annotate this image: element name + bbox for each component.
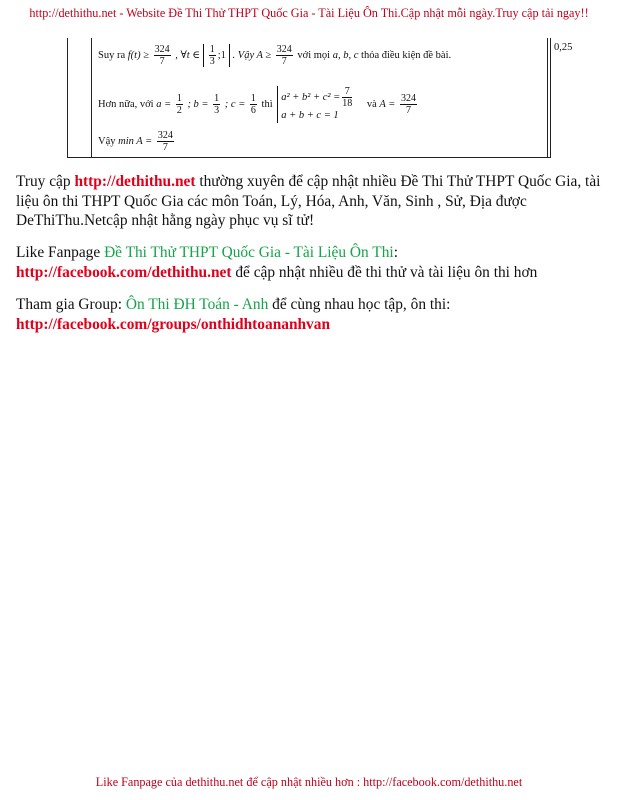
row2-a-lhs: a = bbox=[156, 98, 172, 110]
fraction-numerator: 1 bbox=[214, 93, 220, 104]
row1-conclude: . Vậy A ≥ bbox=[232, 49, 272, 61]
fraction-denominator: 2 bbox=[176, 105, 182, 116]
system-line-1-text: a² + b² + c² = bbox=[281, 91, 341, 103]
paragraph2-colon: : bbox=[393, 244, 398, 261]
row1-conclude-fraction bbox=[276, 44, 293, 67]
paragraph3-rest: để cùng nhau học tập, ôn thi: bbox=[272, 296, 451, 313]
row2-prefix: Hơn nữa, với bbox=[98, 98, 154, 110]
fraction-denominator: 6 bbox=[250, 105, 256, 116]
row1-vars: a, b, c bbox=[332, 49, 359, 61]
row2-b-lhs: ; b = bbox=[187, 98, 209, 110]
solution-content-column bbox=[91, 38, 588, 157]
fraction-denominator: 7 bbox=[281, 56, 287, 67]
facebook-fanpage-link[interactable]: http://facebook.com/dethithu.net bbox=[16, 263, 232, 281]
page-footer-banner: Like Fanpage của dethithu.net để cập nhật nhiều hơn : http://facebook.com/dethithu.net bbox=[95, 775, 523, 789]
row2-A-lhs: A = bbox=[379, 98, 396, 110]
row2-equation-system bbox=[277, 86, 354, 123]
system-line-1 bbox=[281, 86, 354, 109]
row1-forall: , ∀t ∈ bbox=[175, 49, 201, 61]
fraction-numerator: 7 bbox=[342, 86, 352, 98]
row1-prefix: Suy ra bbox=[98, 49, 126, 61]
row2-c-lhs: ; c = bbox=[224, 98, 246, 110]
solution-row-2 bbox=[98, 86, 419, 123]
paragraph2-prefix: Like Fanpage bbox=[16, 244, 101, 261]
solution-row-3 bbox=[98, 130, 176, 153]
solution-cell bbox=[92, 38, 522, 157]
fraction-numerator: 1 bbox=[250, 93, 256, 104]
paragraph-group bbox=[16, 295, 611, 334]
fraction-numerator: 1 bbox=[176, 93, 182, 104]
system-line-2: a + b + c = 1 bbox=[281, 110, 339, 121]
row3-prefix: Vậy bbox=[98, 135, 116, 147]
row2-c-fraction bbox=[250, 93, 257, 116]
solution-table bbox=[67, 38, 573, 158]
fraction-numerator: 324 bbox=[400, 93, 416, 104]
fanpage-name-link[interactable]: Đề Thi Thử THPT Quốc Gia - Tài Liệu Ôn Thi bbox=[104, 244, 394, 261]
system-fraction bbox=[342, 86, 352, 109]
fraction-denominator: 3 bbox=[214, 105, 220, 116]
fraction-numerator: 324 bbox=[154, 44, 170, 55]
row3-fraction bbox=[157, 130, 174, 153]
dethithu-link[interactable]: http://dethithu.net bbox=[74, 173, 196, 190]
fraction-denominator: 7 bbox=[159, 56, 165, 67]
paragraph3-prefix: Tham gia Group: bbox=[16, 296, 122, 313]
fraction-numerator: 324 bbox=[276, 44, 292, 55]
paragraph-access-site bbox=[16, 172, 611, 231]
paragraph1-rest: thường xuyên để cập nhật nhiều Đề Thi Thử THPT Quốc Gia, tài liệu ôn thi THPT Quốc Gia các môn Toán, Lý, Hóa, Anh, Văn, Sinh , Sử, Địa được DeThiThu.Netcập nhật hằng ngày phục vụ sĩ tử! bbox=[16, 173, 601, 229]
row2-A-fraction bbox=[400, 93, 417, 116]
interval-end: ;1 bbox=[217, 49, 226, 61]
fraction-denominator: 18 bbox=[342, 98, 353, 109]
row1-suffix: với mọi bbox=[297, 49, 331, 61]
row2-then: thì bbox=[261, 98, 273, 110]
row1-interval bbox=[203, 44, 230, 67]
score-column-divider bbox=[547, 38, 548, 157]
facebook-group-link[interactable]: http://facebook.com/groups/onthidhtoananhvan bbox=[16, 315, 331, 333]
fraction-numerator: 324 bbox=[157, 130, 173, 141]
solution-row-1 bbox=[98, 44, 451, 67]
page-header-banner: http://dethithu.net - Website Đề Thi Thử THPT Quốc Gia - Tài Liệu Ôn Thi.Cập nhật mỗi ngày.Truy cập tải ngay!! bbox=[29, 6, 589, 20]
paragraph1-prefix: Truy cập bbox=[16, 173, 71, 190]
row2-b-fraction bbox=[213, 93, 220, 116]
fraction-numerator: 1 bbox=[209, 44, 215, 55]
fraction-denominator: 7 bbox=[405, 105, 411, 116]
paragraph-fanpage bbox=[16, 243, 611, 282]
row3-min: min A = bbox=[118, 135, 153, 147]
row2-a-fraction bbox=[176, 93, 183, 116]
fraction-denominator: 3 bbox=[209, 56, 215, 67]
row2-and: và bbox=[366, 98, 377, 110]
paragraph2-rest: để cập nhật nhiều đề thi thử và tài liệu ôn thi hơn bbox=[235, 263, 538, 281]
fraction-denominator: 7 bbox=[162, 142, 168, 153]
row1-tail: thỏa điều kiện đề bài. bbox=[361, 49, 452, 61]
score-value: 0,25 bbox=[554, 42, 573, 53]
row1-fraction bbox=[154, 44, 171, 67]
interval-fraction bbox=[209, 44, 216, 67]
group-name-link[interactable]: Ôn Thi ĐH Toán - Anh bbox=[125, 296, 269, 313]
row1-function: f(t) ≥ bbox=[127, 49, 149, 61]
